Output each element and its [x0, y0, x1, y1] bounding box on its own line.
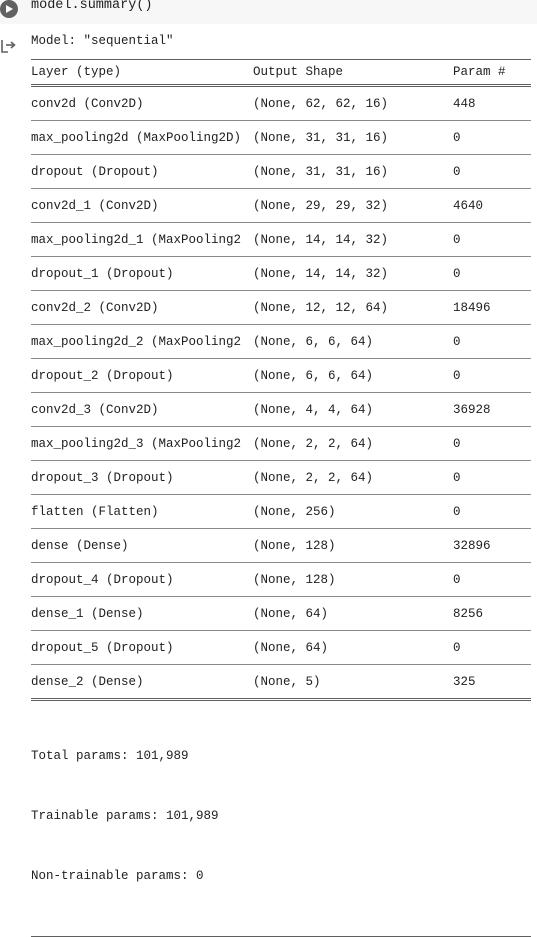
output-shape: (None, 64): [253, 606, 329, 621]
table-row: [31, 461, 531, 495]
layer-name: dense (Dense): [31, 538, 129, 553]
output-shape: (None, 4, 4, 64): [253, 402, 374, 417]
output-shape: (None, 2, 2, 64): [253, 470, 374, 485]
param-count: 8256: [453, 606, 484, 621]
table-row: [31, 631, 531, 665]
output-shape: (None, 64): [253, 640, 329, 655]
layer-name: max_pooling2d_1 (MaxPooling2: [31, 232, 242, 247]
output-arrow-icon[interactable]: [0, 38, 18, 54]
param-count: 32896: [453, 538, 491, 553]
table-row: [31, 87, 531, 121]
layer-name: conv2d (Conv2D): [31, 96, 144, 111]
param-count: 0: [453, 640, 461, 655]
param-count: 0: [453, 504, 461, 519]
param-count: 0: [453, 470, 461, 485]
output-shape: (None, 12, 12, 64): [253, 300, 389, 315]
header-param: Param #: [453, 65, 506, 79]
output-shape: (None, 5): [253, 674, 321, 689]
table-row: [31, 495, 531, 529]
param-count: 4640: [453, 198, 484, 213]
layer-table: [31, 87, 531, 698]
layer-name: dropout_3 (Dropout): [31, 470, 174, 485]
layer-name: dropout_4 (Dropout): [31, 572, 174, 587]
code-cell[interactable]: [0, 0, 537, 24]
table-row: [31, 529, 531, 563]
output-shape: (None, 256): [253, 504, 336, 519]
table-row: [31, 427, 531, 461]
param-count: 0: [453, 164, 461, 179]
layer-name: conv2d_1 (Conv2D): [31, 198, 159, 213]
table-row: [31, 291, 531, 325]
layer-name: dropout_2 (Dropout): [31, 368, 174, 383]
table-row: [31, 393, 531, 427]
param-count: 0: [453, 130, 461, 145]
non-trainable-params: Non-trainable params: 0: [31, 869, 204, 883]
table-row: [31, 223, 531, 257]
param-count: 0: [453, 232, 461, 247]
param-count: 0: [453, 334, 461, 349]
layer-name: dropout_5 (Dropout): [31, 640, 174, 655]
output-shape: (None, 128): [253, 572, 336, 587]
param-count: 0: [453, 368, 461, 383]
param-totals: [31, 701, 531, 926]
total-params: Total params: 101,989: [31, 749, 189, 763]
cell-output: [31, 33, 531, 937]
play-icon: [4, 4, 14, 14]
output-shape: (None, 29, 29, 32): [253, 198, 389, 213]
header-layer: Layer (type): [31, 65, 122, 79]
param-count: 0: [453, 266, 461, 281]
table-row: [31, 155, 531, 189]
output-shape: (None, 31, 31, 16): [253, 130, 389, 145]
layer-name: dropout (Dropout): [31, 164, 159, 179]
output-shape: (None, 62, 62, 16): [253, 96, 389, 111]
layer-name: conv2d_3 (Conv2D): [31, 402, 159, 417]
layer-name: flatten (Flatten): [31, 504, 159, 519]
param-count: 36928: [453, 402, 491, 417]
code-text[interactable]: model.summary(): [31, 0, 153, 13]
table-row: [31, 325, 531, 359]
layer-name: dense_2 (Dense): [31, 674, 144, 689]
param-count: 0: [453, 572, 461, 587]
layer-name: max_pooling2d_3 (MaxPooling2: [31, 436, 242, 451]
param-count: 325: [453, 674, 476, 689]
trainable-params: Trainable params: 101,989: [31, 809, 219, 823]
table-row: [31, 359, 531, 393]
param-count: 18496: [453, 300, 491, 315]
table-row: [31, 665, 531, 698]
model-title: Model: "sequential": [31, 34, 174, 48]
param-count: 0: [453, 436, 461, 451]
output-shape: (None, 6, 6, 64): [253, 334, 374, 349]
output-shape: (None, 128): [253, 538, 336, 553]
output-shape: (None, 14, 14, 32): [253, 266, 389, 281]
output-shape: (None, 6, 6, 64): [253, 368, 374, 383]
layer-name: dense_1 (Dense): [31, 606, 144, 621]
layer-name: max_pooling2d_2 (MaxPooling2: [31, 334, 242, 349]
param-count: 448: [453, 96, 476, 111]
output-shape: (None, 2, 2, 64): [253, 436, 374, 451]
table-row: [31, 121, 531, 155]
layer-name: conv2d_2 (Conv2D): [31, 300, 159, 315]
table-row: [31, 563, 531, 597]
layer-name: max_pooling2d (MaxPooling2D): [31, 130, 242, 145]
output-shape: (None, 31, 31, 16): [253, 164, 389, 179]
layer-name: dropout_1 (Dropout): [31, 266, 174, 281]
table-row: [31, 189, 531, 223]
table-header: [31, 60, 531, 84]
header-output-shape: Output Shape: [253, 65, 344, 79]
run-cell-button[interactable]: [0, 0, 18, 18]
table-row: [31, 597, 531, 631]
output-shape: (None, 14, 14, 32): [253, 232, 389, 247]
table-row: [31, 257, 531, 291]
